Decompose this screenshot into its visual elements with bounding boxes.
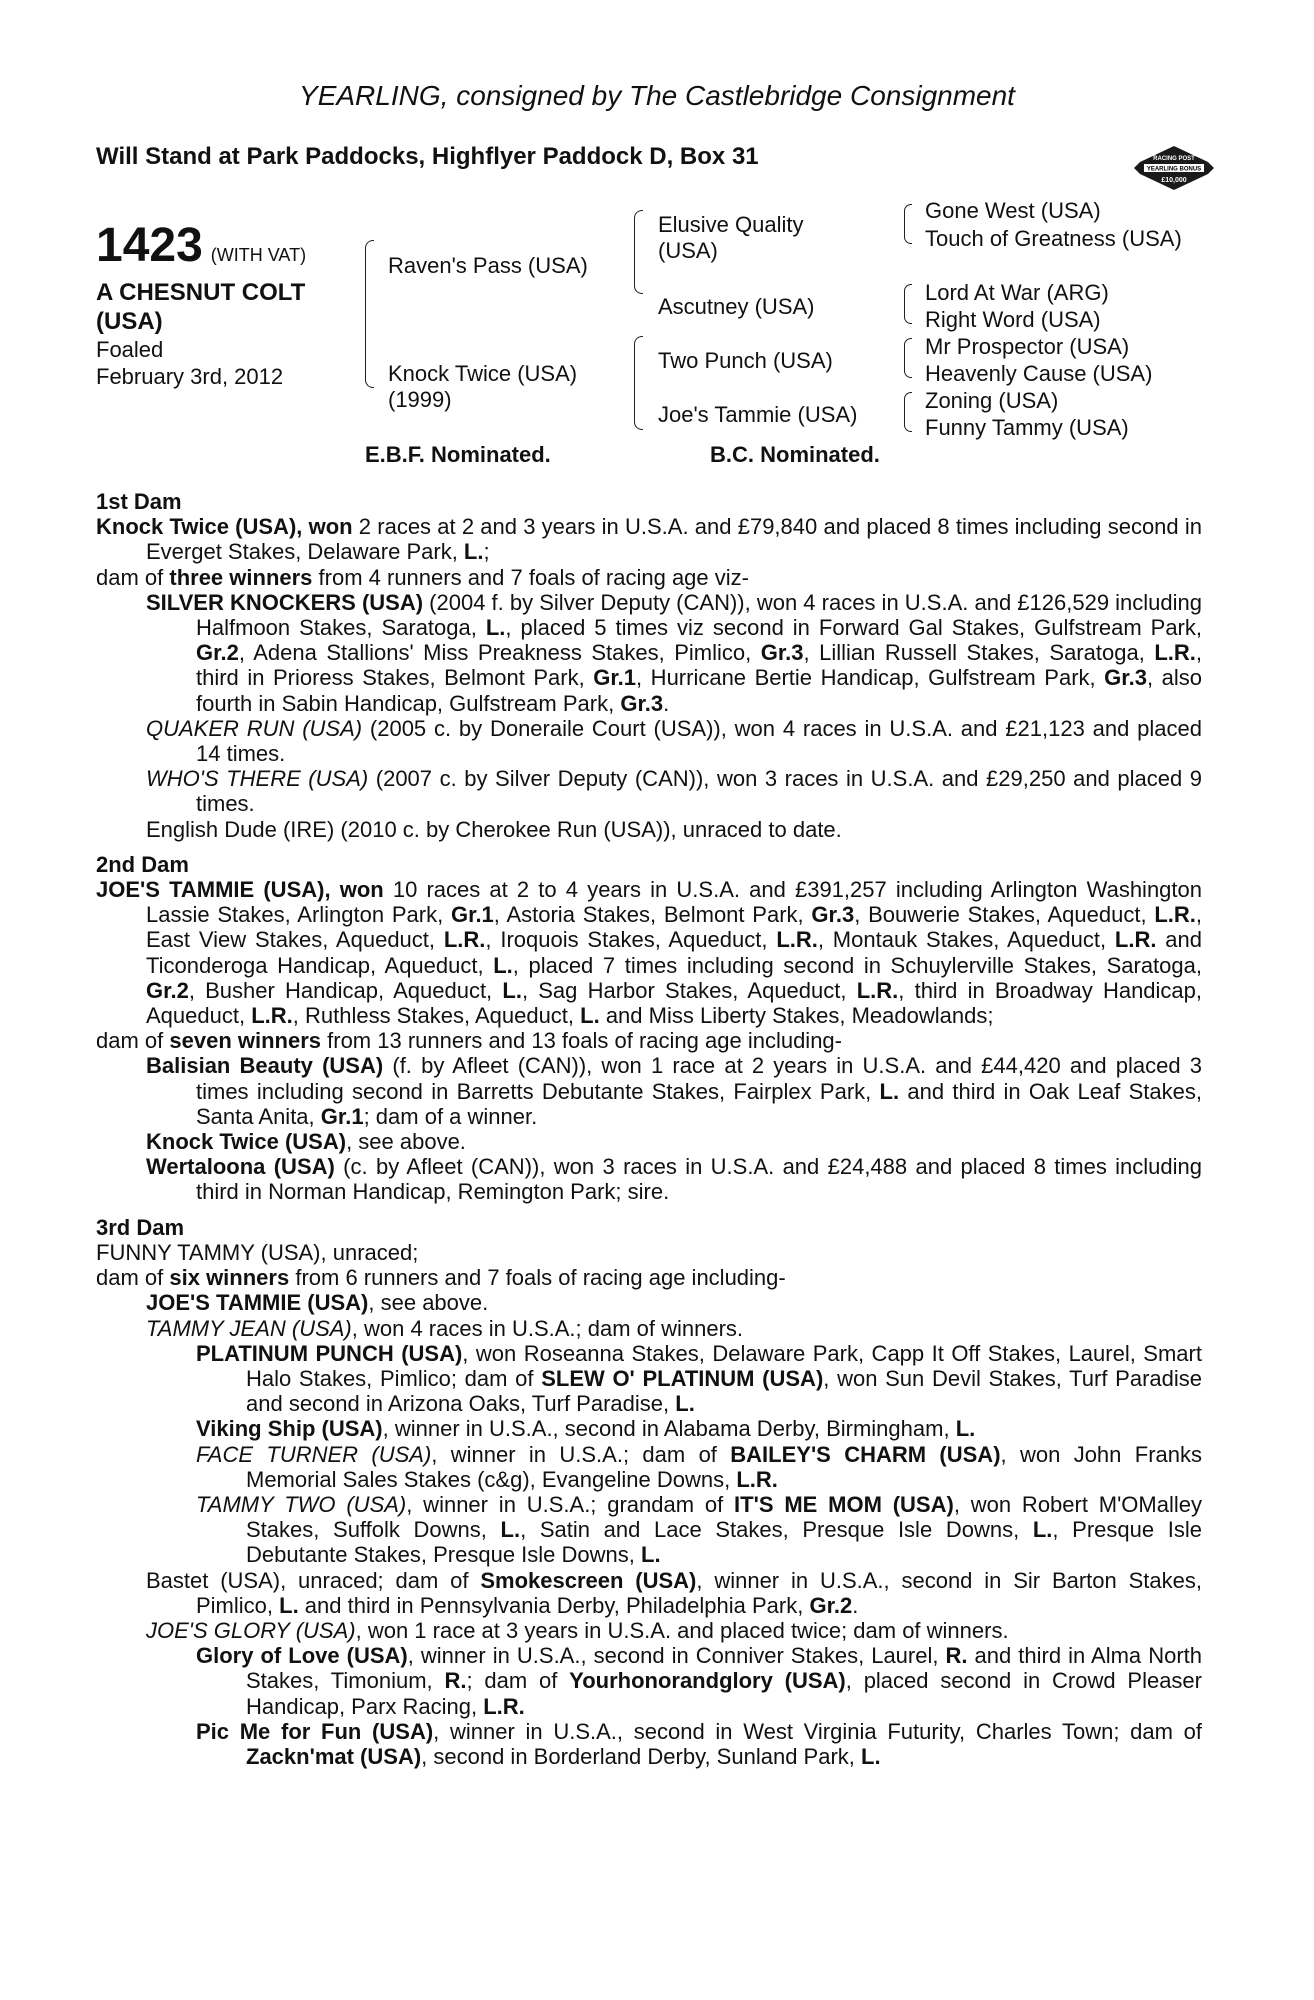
third-dam-grandfoal-2: Viking Ship (USA), winner in U.S.A., second in Alabama Derby, Birmingham, L. — [196, 1416, 976, 1442]
third-dam-grandfoal-1: PLATINUM PUNCH (USA), won Roseanna Stakes, Delaware Park, Capp It Off Stakes, Laurel, Smart Halo Stakes, Pimlico; dam of SLEW O' PLATINUM (USA), won Sun Devil Stakes, Turf Paradise and second in Arizona Oaks, Turf Paradise, L. — [196, 1340, 1202, 1417]
third-dam-grandfoal-5: Glory of Love (USA), winner in U.S.A., second in Conniver Stakes, Laurel, R. and third in Alma North Stakes, Timonium, R.; dam of Yourhonorandglory (USA), placed second in Crowd Pleaser Handicap, Parx Racing, L.R. — [196, 1643, 1202, 1719]
pedigree-gg5: Mr Prospector (USA) — [925, 334, 1130, 359]
pedigree-gg7: Zoning (USA) — [925, 388, 1059, 413]
third-dam-grandfoal-6: Pic Me for Fun (USA), winner in U.S.A., second in West Virginia Futurity, Charles Town; dam of Zackn'mat (USA), second in Borderland Derby, Sunland Park, L. — [196, 1718, 1202, 1769]
pedigree-gg6: Heavenly Cause (USA) — [925, 361, 1153, 386]
badge-amount: £10,000 — [1161, 177, 1187, 184]
foaled-label: Foaled — [96, 337, 164, 362]
pedigree-brace-main — [365, 240, 374, 388]
foaled-info — [96, 336, 356, 390]
pedigree-gg2: Touch of Greatness (USA) — [925, 226, 1182, 251]
lot-number: 1423 — [96, 219, 203, 272]
lot-number-line — [96, 218, 306, 273]
pedigree-dam-dam: Joe's Tammie (USA) — [658, 402, 858, 427]
page-header: YEARLING, consigned by The Castlebridge Consignment — [299, 80, 1015, 111]
first-dam-foal-4: English Dude (IRE) (2010 c. by Cherokee Run (USA)), unraced to date. — [146, 816, 842, 842]
second-dam-foal-2: Knock Twice (USA), see above. — [146, 1129, 466, 1155]
dam-details — [96, 489, 1202, 1769]
foaled-date: February 3rd, 2012 — [96, 364, 284, 389]
first-dam-produce-summary: dam of three winners from 4 runners and 7 foals of racing age viz- — [96, 564, 749, 590]
second-dam-foal-3: Wertaloona (USA) (c. by Afleet (CAN)), won 3 races in U.S.A. and £24,488 and placed 8 times including third in Norman Handicap, Remington Park; sire. — [146, 1154, 1203, 1205]
third-dam-produce-summary: dam of six winners from 6 runners and 7 foals of racing age including- — [96, 1265, 786, 1291]
pedigree-brace-dam — [634, 336, 643, 430]
yearling-bonus-badge — [1130, 140, 1218, 196]
pedigree-sire-sire: Elusive Quality (USA) — [658, 212, 804, 263]
bc-nominated: B.C. Nominated. — [710, 442, 880, 467]
pedigree-brace-g3 — [904, 338, 912, 378]
pedigree-gg1: Gone West (USA) — [925, 198, 1101, 223]
third-dam-foal-2: TAMMY JEAN (USA), won 4 races in U.S.A.; dam of winners. — [146, 1315, 744, 1341]
first-dam-foal-1: SILVER KNOCKERS (USA) (2004 f. by Silver Deputy (CAN)), won 4 races in U.S.A. and £126,529 including Halfmoon Stakes, Saratoga, L., placed 5 times viz second in Forward Gal Stakes, Gulfstream Park, Gr.2, Adena Stallions' Miss Preakness Stakes, Pimlico, Gr.3, Lillian Russell Stakes, Saratoga, L.R., third in Prioress Stakes, Belmont Park, Gr.1, Hurricane Bertie Handicap, Gulfstream Park, Gr.3, also fourth in Sabin Handicap, Gulfstream Park, Gr.3. — [146, 589, 1203, 716]
pedigree-gg3: Lord At War (ARG) — [925, 280, 1109, 305]
pedigree-brace-g1 — [904, 204, 912, 244]
pedigree-brace-g2 — [904, 284, 912, 324]
pedigree-brace-g4 — [904, 392, 912, 432]
second-dam-heading: 2nd Dam — [96, 851, 189, 877]
third-dam-heading: 3rd Dam — [96, 1214, 185, 1240]
third-dam-record: FUNNY TAMMY (USA), unraced; — [96, 1239, 419, 1265]
pedigree-sire: Raven's Pass (USA) — [388, 253, 588, 278]
ebf-nominated: E.B.F. Nominated. — [365, 442, 551, 467]
pedigree-gg4: Right Word (USA) — [925, 307, 1101, 332]
third-dam-foal-3: Bastet (USA), unraced; dam of Smokescreen (USA), winner in U.S.A., second in Sir Barton Stakes, Pimlico, L. and third in Pennsylvania Derby, Philadelphia Park, Gr.2. — [146, 1567, 1202, 1618]
third-dam-foal-4: JOE'S GLORY (USA), won 1 race at 3 years in U.S.A. and placed twice; dam of winners. — [146, 1617, 1009, 1643]
pedigree-sire-dam: Ascutney (USA) — [658, 294, 815, 319]
second-dam-produce-summary: dam of seven winners from 13 runners and 13 foals of racing age including- — [96, 1028, 842, 1054]
pedigree-dam-sire: Two Punch (USA) — [658, 348, 833, 373]
vat-note: (WITH VAT) — [210, 245, 307, 265]
badge-line1: RACING POST — [1153, 156, 1195, 162]
first-dam-foal-2: QUAKER RUN (USA) (2005 c. by Doneraile Court (USA)), won 4 races in U.S.A. and £21,123 and placed 14 times. — [146, 715, 1202, 767]
stand-location: Will Stand at Park Paddocks, Highflyer Paddock D, Box 31 — [96, 143, 759, 170]
pedigree-brace-sire — [634, 210, 643, 294]
third-dam-grandfoal-3: FACE TURNER (USA), winner in U.S.A.; dam of BAILEY'S CHARM (USA), won John Franks Memorial Sales Stakes (c&g), Evangeline Downs, L.R. — [196, 1441, 1202, 1492]
second-dam-record: JOE'S TAMMIE (USA), won 10 races at 2 to 4 years in U.S.A. and £391,257 including Arlington Washington Lassie Stakes, Arlington Park, Gr.1, Astoria Stakes, Belmont Park, Gr.3, Bouwerie Stakes, Aqueduct, L.R., East View Stakes, Aqueduct, L.R., Iroquois Stakes, Aqueduct, L.R., Montauk Stakes, Aqueduct, L.R. and Ticonderoga Handicap, Aqueduct, L., placed 7 times including second in Schuylerville Stakes, Saratoga, Gr.2, Busher Handicap, Aqueduct, L., Sag Harbor Stakes, Aqueduct, L.R., third in Broadway Handicap, Aqueduct, L.R., Ruthless Stakes, Aqueduct, L. and Miss Liberty Stakes, Meadowlands; — [96, 877, 1203, 1029]
first-dam-record: Knock Twice (USA), won 2 races at 2 and 3 years in U.S.A. and £79,840 and placed 8 times including second in Everget Stakes, Delaware Park, L.; — [96, 514, 1202, 565]
first-dam-foal-3: WHO'S THERE (USA) (2007 c. by Silver Deputy (CAN)), won 3 races in U.S.A. and £29,250 and placed 9 times. — [146, 766, 1203, 817]
lot-description: A CHESNUT COLT (USA) — [96, 279, 306, 335]
third-dam-grandfoal-4: TAMMY TWO (USA), winner in U.S.A.; grandam of IT'S ME MOM (USA), won Robert M'OMalley Stakes, Suffolk Downs, L., Satin and Lace Stakes, Presque Isle Downs, L., Presque Isle Debutante Stakes, Presque Isle Downs, L. — [196, 1491, 1202, 1568]
pedigree-gg8: Funny Tammy (USA) — [925, 415, 1129, 440]
first-dam-heading: 1st Dam — [96, 489, 182, 514]
second-dam-foal-1: Balisian Beauty (USA) (f. by Afleet (CAN)), won 1 race at 2 years in U.S.A. and £44,420 and placed 3 times including second in Barretts Debutante Stakes, Fairplex Park, L. and third in Oak Leaf Stakes, Santa Anita, Gr.1; dam of a winner. — [146, 1053, 1202, 1129]
pedigree-dam: Knock Twice (USA) (1999) — [388, 361, 578, 412]
badge-line2: YEARLING BONUS — [1146, 166, 1202, 173]
third-dam-foal-1: JOE'S TAMMIE (USA), see above. — [146, 1290, 489, 1316]
